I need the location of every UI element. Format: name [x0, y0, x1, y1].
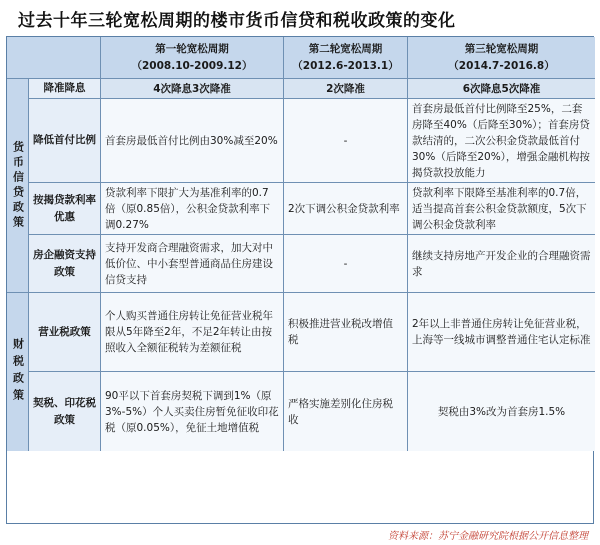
column-name: 第二轮宽松周期	[308, 42, 383, 55]
cell-deed-stamp-tax-first: 90平以下首套房契税下调到1%（原3%-5%）个人买卖住房暂免征收印花税（原0.05%），免征土地增值税	[101, 372, 284, 451]
cell-deed-stamp-tax-third: 契税由3%改为首套房1.5%	[408, 372, 595, 451]
cell-mortgage-rate-first: 贷款利率下限扩大为基准利率的0.7倍（原0.85倍），公积金贷款利率下调0.27%	[101, 183, 284, 235]
header-blank	[7, 37, 101, 79]
cell-rate-cut-second: 2次降准	[284, 79, 408, 99]
column-header-second	[284, 37, 408, 79]
cell-down-payment-first: 首套房最低首付比例由30%减至20%	[101, 99, 284, 183]
cell-rate-cut-third: 6次降息5次降准	[408, 79, 595, 99]
cell-developer-financing-first: 支持开发商合理融资需求，加大对中低价位、中小套型普通商品住房建设信贷支持	[101, 235, 284, 293]
cell-down-payment-second: -	[284, 99, 408, 183]
row-label-mortgage-rate: 按揭贷款利率优惠	[29, 183, 101, 235]
column-period: （2008.10-2009.12）	[131, 59, 253, 72]
row-label-rate-cut: 降准降息	[29, 79, 101, 99]
column-name: 第三轮宽松周期	[464, 42, 539, 55]
row-label-down-payment: 降低首付比例	[29, 99, 101, 183]
column-period: （2014.7-2016.8）	[448, 59, 555, 72]
policy-table	[6, 36, 594, 524]
row-label-deed-stamp-tax: 契税、印花税政策	[29, 372, 101, 451]
page-title: 过去十年三轮宽松周期的楼市货币信贷和税收政策的变化	[18, 11, 456, 31]
column-period: （2012.6-2013.1）	[292, 59, 399, 72]
cell-mortgage-rate-second: 2次下调公积金贷款利率	[284, 183, 408, 235]
column-header-first	[101, 37, 284, 79]
column-header-third	[408, 37, 595, 79]
category-tax: 财税政策	[7, 293, 29, 451]
cell-down-payment-third: 首套房最低首付比例降至25%，二套房降至40%（后降至30%）；首套房贷款结清的，二次公积金贷款最低首付30%（后降至20%），增强金融机构按揭贷款投放能力	[408, 99, 595, 183]
cell-business-tax-third: 2年以上非普通住房转让免征营业税，上海等一线城市调整普通住宅认定标准	[408, 293, 595, 372]
category-monetary: 货币信贷政策	[7, 79, 29, 293]
cell-deed-stamp-tax-second: 严格实施差别化住房税收	[284, 372, 408, 451]
row-label-developer-financing: 房企融资支持政策	[29, 235, 101, 293]
cell-business-tax-first: 个人购买普通住房转让免征营业税年限从5年降至2年，不足2年转让由按照收入全额征税转为差额征税	[101, 293, 284, 372]
cell-business-tax-second: 积极推进营业税改增值税	[284, 293, 408, 372]
row-label-business-tax: 营业税政策	[29, 293, 101, 372]
column-name: 第一轮宽松周期	[155, 42, 229, 55]
cell-developer-financing-second: -	[284, 235, 408, 293]
cell-mortgage-rate-third: 贷款利率下限降至基准利率的0.7倍，适当提高首套公积金贷款额度，5次下调公积金贷款利率	[408, 183, 595, 235]
source-note: 资料来源：苏宁金融研究院根据公开信息整理	[388, 531, 588, 542]
cell-rate-cut-first: 4次降息3次降准	[101, 79, 284, 99]
cell-developer-financing-third: 继续支持房地产开发企业的合理融资需求	[408, 235, 595, 293]
